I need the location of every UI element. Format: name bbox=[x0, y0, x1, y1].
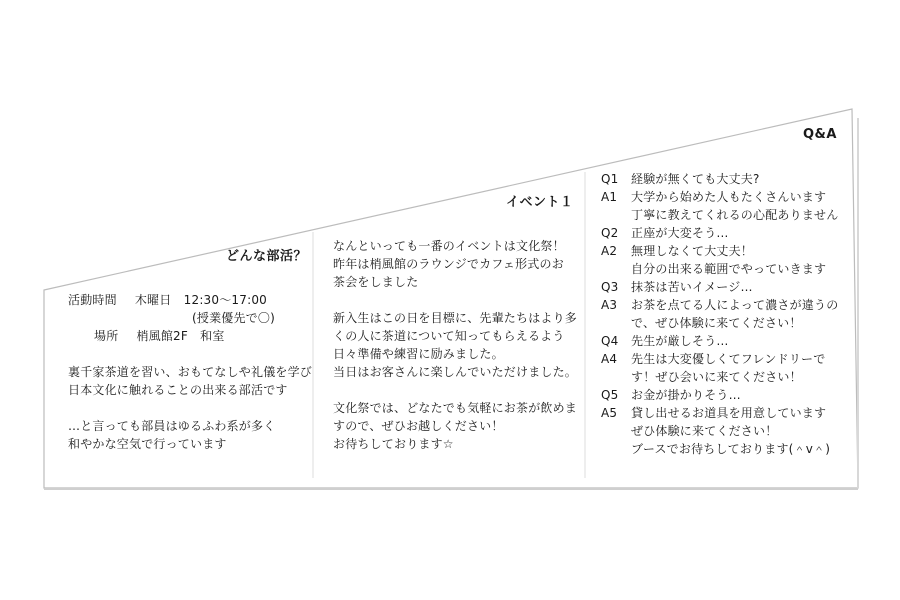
qa-question bbox=[601, 332, 838, 350]
event-line: 日々準備や練習に励みました。 bbox=[333, 347, 504, 361]
qa-key: A1 bbox=[601, 190, 618, 204]
event-line: 茶会をしました bbox=[333, 275, 419, 289]
place-label: 場所 bbox=[94, 329, 119, 343]
qa-answer bbox=[601, 242, 838, 260]
about-desc-3: …と言っても部員はゆるふわ系が多く bbox=[68, 419, 276, 433]
place-value: 梢風館2F 和室 bbox=[136, 329, 225, 343]
qa-continuation bbox=[601, 206, 838, 224]
qa-text: で、ぜひ体験に来てください！ bbox=[631, 316, 802, 330]
qa-key: A3 bbox=[601, 298, 618, 312]
qa-text: お金が掛かりそう… bbox=[631, 388, 741, 402]
qa-heading: Q&A bbox=[803, 127, 837, 142]
qa-key: Q3 bbox=[601, 280, 619, 294]
qa-text: 大学から始めた人もたくさんいます bbox=[631, 190, 827, 204]
event-line: くの人に茶道について知ってもらえるよう bbox=[333, 329, 565, 343]
qa-key: Q5 bbox=[601, 388, 619, 402]
about-desc-2: 日本文化に触れることの出来る部活です bbox=[68, 383, 288, 397]
qa-text: 先生が厳しそう… bbox=[631, 334, 729, 348]
event-line: すので、ぜひお越しください！ bbox=[333, 419, 504, 433]
qa-continuation bbox=[601, 440, 838, 458]
about-heading: どんな部活？ bbox=[226, 249, 308, 264]
schedule-value: 木曜日 12:30〜17:00 bbox=[134, 293, 268, 307]
qa-continuation bbox=[601, 314, 838, 332]
event-line: お待ちしております☆ bbox=[333, 437, 454, 451]
event-line: 新入生はこの日を目標に、先輩たちはより多 bbox=[333, 311, 578, 325]
qa-text: ブースでお待ちしております(＾v＾) bbox=[631, 442, 831, 456]
qa-key: Q4 bbox=[601, 334, 619, 348]
schedule-note: (授業優先で〇) bbox=[192, 311, 275, 325]
qa-continuation bbox=[601, 260, 838, 278]
qa-key: Q1 bbox=[601, 172, 619, 186]
about-desc-4: 和やかな空気で行っています bbox=[68, 437, 227, 451]
qa-text: ぜひ体験に来てください！ bbox=[631, 424, 778, 438]
qa-text: お茶を点てる人によって濃さが違うの bbox=[631, 298, 839, 312]
about-desc-1: 裏千家茶道を習い、おもてなしや礼儀を学び bbox=[68, 365, 313, 379]
qa-question bbox=[601, 278, 838, 296]
qa-text: 無理しなくて大丈夫！ bbox=[631, 244, 754, 258]
qa-text: 正座が大変そう… bbox=[631, 226, 729, 240]
qa-question bbox=[601, 224, 838, 242]
schedule-row bbox=[68, 291, 312, 309]
qa-text: 丁寧に教えてくれるの心配ありません bbox=[631, 208, 839, 222]
qa-text: 自分の出来る範囲でやっていきます bbox=[631, 262, 827, 276]
qa-key: Q2 bbox=[601, 226, 619, 240]
about-block bbox=[68, 291, 312, 453]
qa-text: 経験が無くても大丈夫? bbox=[631, 172, 760, 186]
qa-key: A2 bbox=[601, 244, 618, 258]
event-block bbox=[333, 237, 577, 453]
qa-continuation bbox=[601, 422, 838, 440]
schedule-label: 活動時間 bbox=[68, 293, 117, 307]
event-line: 文化祭では、どなたでも気軽にお茶が飲めま bbox=[333, 401, 578, 415]
qa-text: 貸し出せるお道具を用意しています bbox=[631, 406, 827, 420]
qa-key: A5 bbox=[601, 406, 618, 420]
qa-list bbox=[601, 170, 838, 458]
qa-text: 先生は大変優しくてフレンドリーで bbox=[631, 352, 826, 366]
qa-question bbox=[601, 170, 838, 188]
event-heading: イベント１ bbox=[506, 195, 574, 210]
qa-answer bbox=[601, 404, 838, 422]
place-row bbox=[68, 327, 312, 345]
qa-answer bbox=[601, 296, 838, 314]
qa-text: す！ぜひ会いに来てください！ bbox=[631, 370, 802, 384]
qa-answer bbox=[601, 188, 838, 206]
qa-continuation bbox=[601, 368, 838, 386]
event-line: なんといっても一番のイベントは文化祭！ bbox=[333, 239, 565, 253]
event-line: 昨年は梢風館のラウンジでカフェ形式のお bbox=[333, 257, 564, 271]
event-line: 当日はお客さんに楽しんでいただけました。 bbox=[333, 365, 578, 379]
qa-answer bbox=[601, 350, 838, 368]
qa-text: 抹茶は苦いイメージ… bbox=[631, 280, 753, 294]
qa-key: A4 bbox=[601, 352, 618, 366]
qa-question bbox=[601, 386, 838, 404]
